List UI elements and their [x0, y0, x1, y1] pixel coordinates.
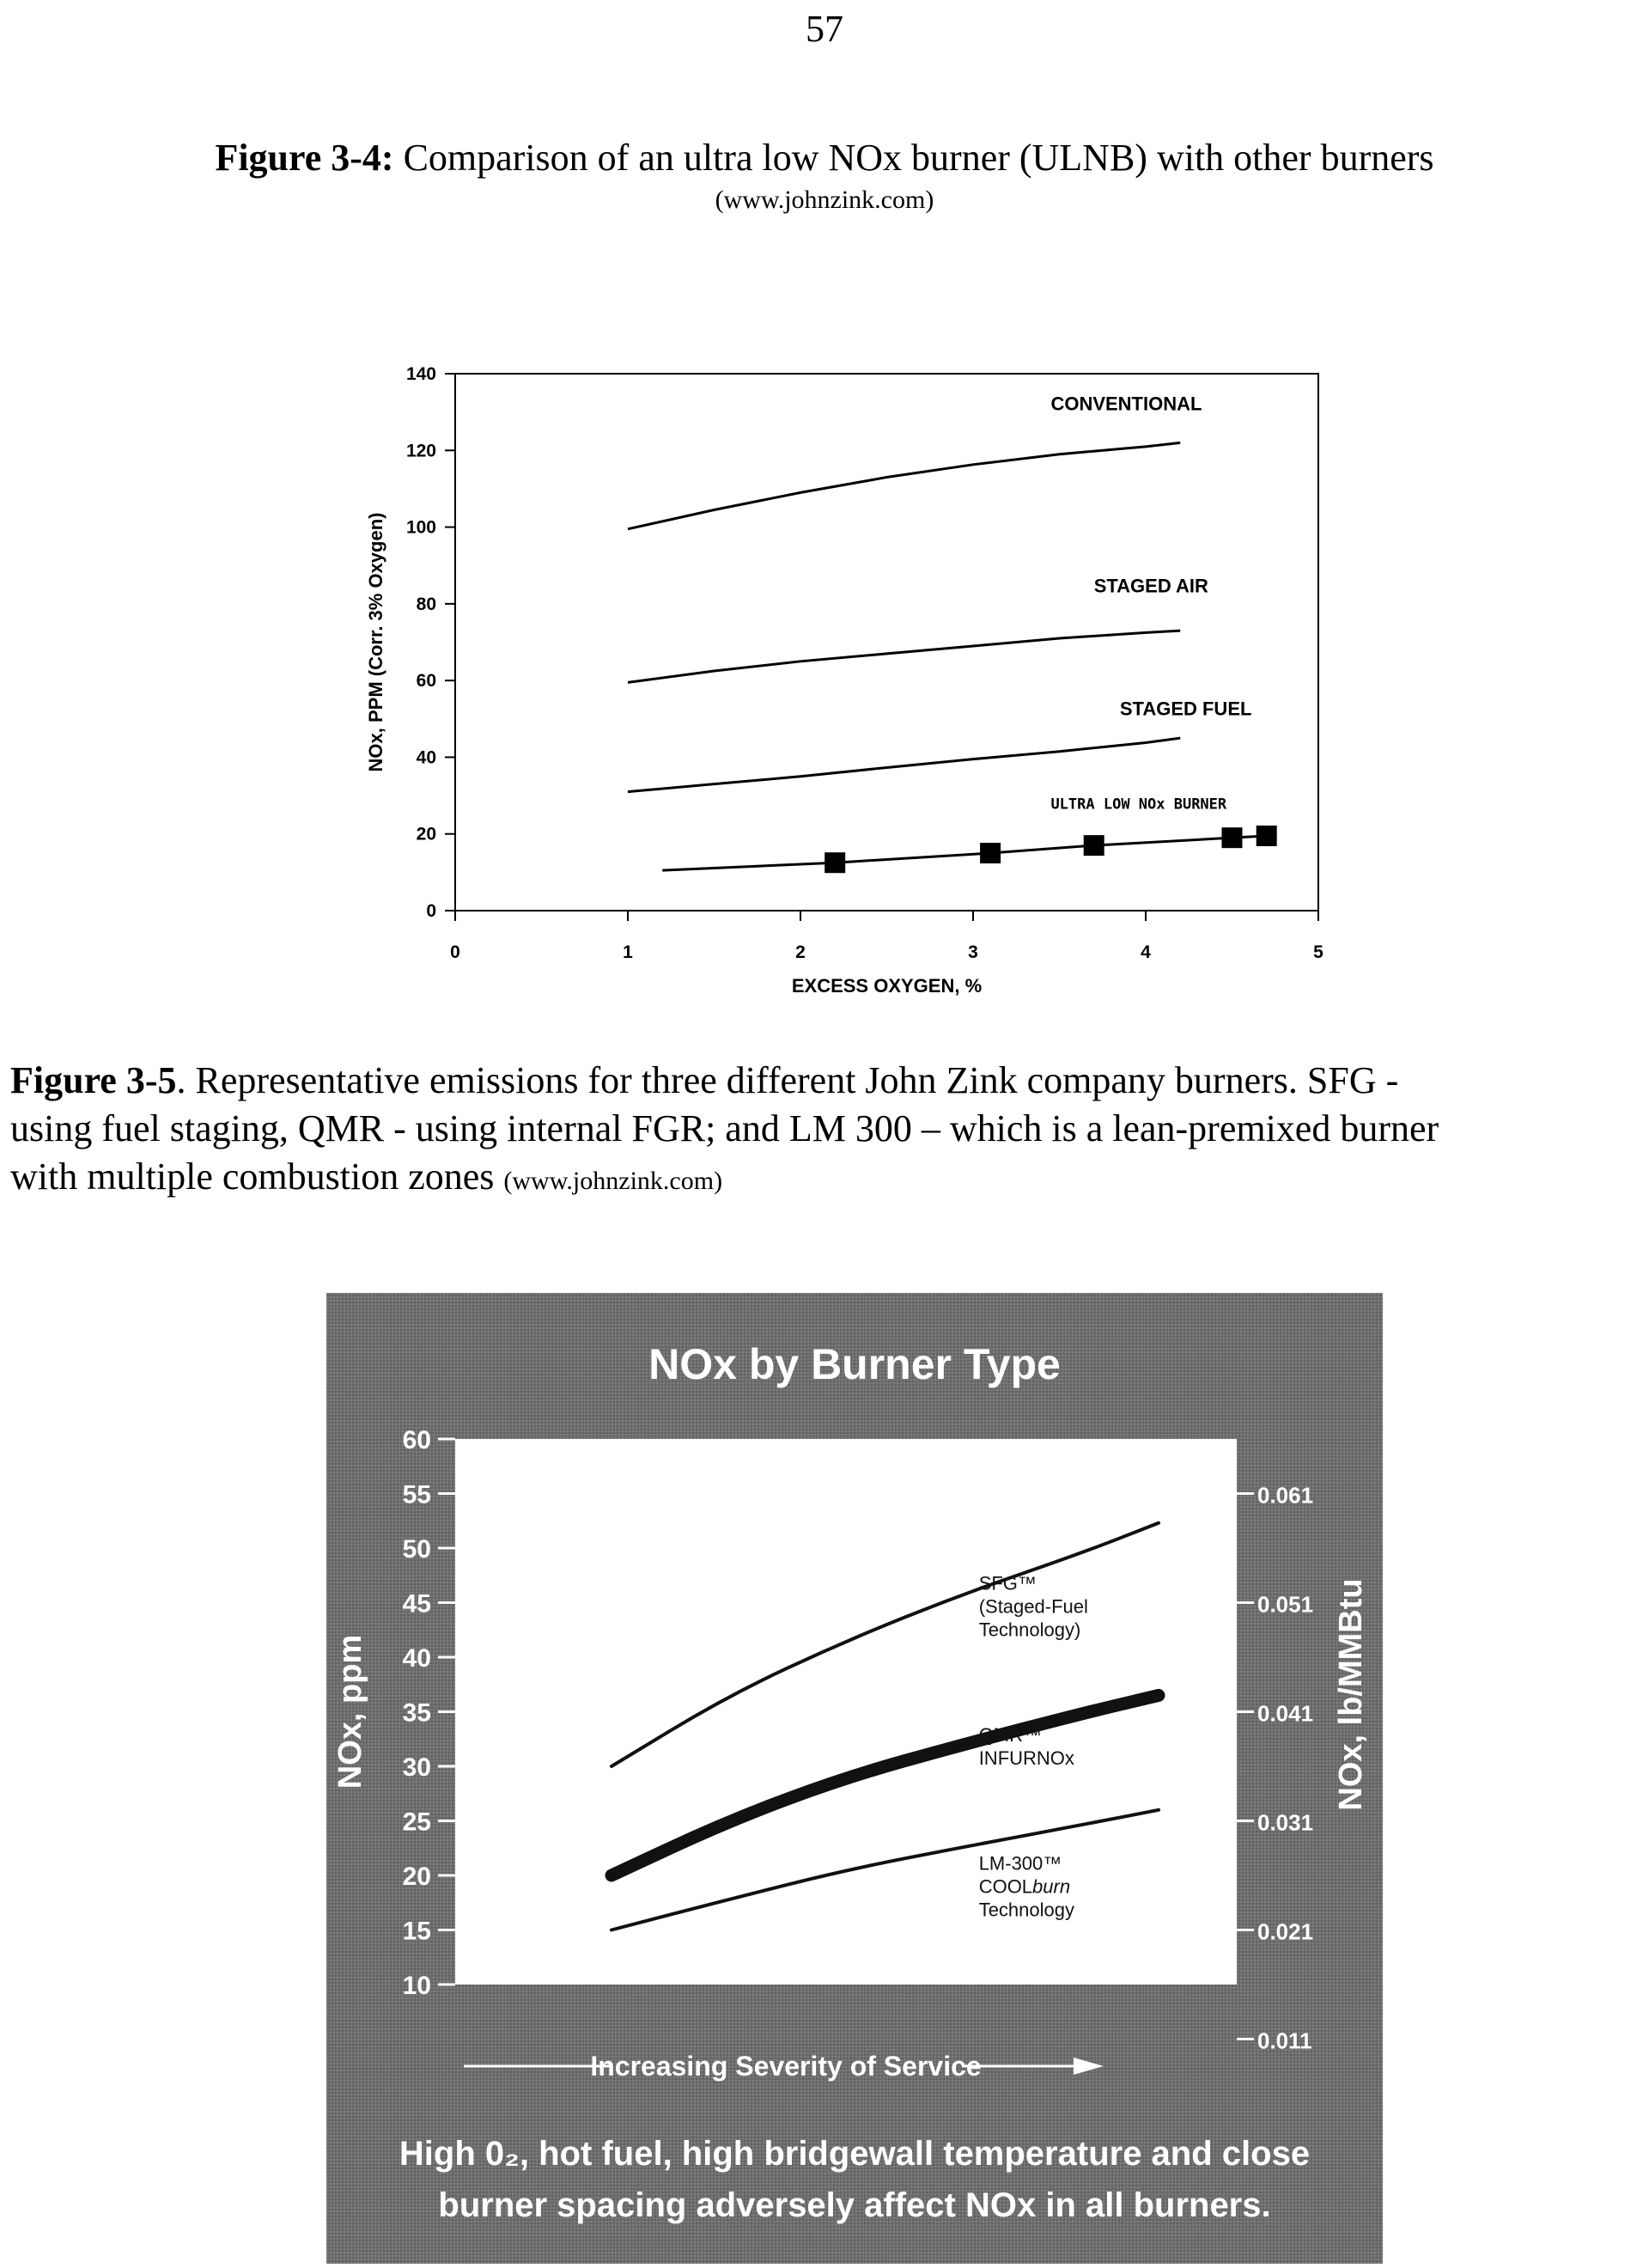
chart1-axes — [406, 364, 1323, 962]
x-tick-label-5: 5 — [1313, 942, 1323, 962]
page-number: 57 — [806, 8, 843, 50]
chart1-y-axis-label: NOx, PPM (Corr. 3% Oxygen) — [365, 512, 386, 772]
figure2-source: (www.johnzink.com) — [503, 1167, 723, 1195]
figure1-source: (www.johnzink.com) — [715, 186, 934, 214]
right-tick-label-2: 0.041 — [1257, 1700, 1314, 1727]
figure1-title — [0, 136, 1649, 180]
chart2-title: NOx by Burner Type — [648, 1340, 1061, 1388]
chart2-left-axis-label: NOx, ppm — [332, 1634, 368, 1789]
marker-4 — [1257, 826, 1277, 846]
nox-by-burner-type-chart — [326, 1293, 1383, 2264]
caption-line-3: with multiple combustion zones (www.johnzink.com) — [10, 1155, 723, 1198]
series-line-staged-air — [628, 631, 1180, 682]
emissions-line-chart — [326, 292, 1374, 1005]
figure1-title-text: Comparison of an ultra low NOx burner (ULNB) with other burners — [403, 137, 1434, 179]
series-desc-sfg-1: (Staged-Fuel — [978, 1595, 1088, 1618]
x-tick-label-0: 0 — [450, 942, 460, 962]
y-tick-label-100: 100 — [405, 517, 436, 538]
series-label-staged-fuel: STAGED FUEL — [1119, 698, 1252, 720]
y-tick-label-60: 60 — [416, 671, 436, 692]
figure2-label: Figure 3-5 — [10, 1059, 177, 1101]
series-desc-qmr-0: QMR™ — [978, 1723, 1043, 1746]
y-tick-label-0: 0 — [426, 901, 436, 921]
left-tick-label-45: 45 — [402, 1589, 431, 1619]
series-desc-lm-300-2: Technology — [978, 1899, 1075, 1921]
footnote-line-1: High 0₂, hot fuel, high bridgewall temperature and close — [399, 2135, 1311, 2173]
series-desc-lm-300-0: LM-300™ — [978, 1852, 1062, 1875]
series-desc-sfg-0: SFG™ — [978, 1572, 1037, 1594]
left-tick-label-40: 40 — [402, 1644, 431, 1673]
marker-3 — [1222, 827, 1243, 848]
right-tick-label-5: 0.011 — [1257, 2027, 1312, 2054]
series-line-ultra-low-nox-burner — [662, 836, 1266, 870]
series-label-staged-air: STAGED AIR — [1093, 575, 1208, 597]
y-tick-label-20: 20 — [416, 824, 436, 844]
x-tick-label-3: 3 — [968, 942, 978, 962]
series-line-staged-fuel — [628, 738, 1180, 792]
figure1-label: Figure 3-4: — [215, 137, 394, 179]
figure2-caption — [10, 1057, 1642, 1205]
left-tick-label-55: 55 — [402, 1480, 431, 1509]
left-tick-label-25: 25 — [402, 1808, 431, 1837]
left-tick-label-60: 60 — [402, 1426, 431, 1454]
right-tick-label-1: 0.051 — [1257, 1591, 1314, 1618]
chart2-right-axis-label: NOx, lb/MMBtu — [1333, 1578, 1369, 1811]
series-line-conventional — [628, 442, 1180, 528]
left-tick-label-10: 10 — [402, 1972, 431, 2000]
chart2-plot-area — [455, 1439, 1237, 1984]
caption-line-2: using fuel staging, QMR - using internal FGR; and LM 300 – which is a lean-premixed burner — [10, 1107, 1439, 1149]
x-tick-label-2: 2 — [795, 942, 806, 962]
right-tick-label-3: 0.031 — [1257, 1809, 1314, 1836]
x-tick-label-1: 1 — [623, 942, 633, 962]
chart1-x-axis-label: EXCESS OXYGEN, % — [791, 975, 983, 997]
y-tick-label-120: 120 — [405, 441, 436, 461]
y-tick-label-140: 140 — [405, 364, 436, 384]
left-tick-label-30: 30 — [402, 1753, 431, 1782]
marker-2 — [1084, 835, 1104, 856]
left-tick-label-50: 50 — [402, 1535, 431, 1564]
series-desc-qmr-1: INFURNOx — [978, 1747, 1074, 1769]
caption-line-1: Figure 3-5. Representative emissions for three different John Zink company burners. SFG - — [10, 1059, 1399, 1101]
right-tick-label-0: 0.061 — [1257, 1482, 1314, 1509]
y-tick-label-40: 40 — [416, 747, 436, 768]
marker-1 — [980, 843, 1001, 863]
marker-0 — [824, 852, 845, 873]
x-tick-label-4: 4 — [1141, 942, 1151, 962]
left-tick-label-15: 15 — [402, 1917, 431, 1946]
left-tick-label-20: 20 — [402, 1863, 431, 1891]
series-label-ultra-low-nox: ULTRA LOW NOx BURNER — [1050, 796, 1227, 814]
right-tick-label-4: 0.021 — [1257, 1918, 1314, 1945]
footnote-line-2: burner spacing adversely affect NOx in all burners. — [438, 2186, 1271, 2224]
series-desc-lm-300-1: COOLburn — [978, 1875, 1071, 1898]
series-desc-sfg-2: Technology) — [978, 1619, 1081, 1641]
left-tick-label-35: 35 — [402, 1698, 431, 1728]
chart1-frame — [455, 374, 1318, 911]
chart2-x-axis-label: Increasing Severity of Service — [590, 2051, 982, 2082]
y-tick-label-80: 80 — [416, 594, 436, 614]
series-label-conventional: CONVENTIONAL — [1050, 393, 1202, 415]
